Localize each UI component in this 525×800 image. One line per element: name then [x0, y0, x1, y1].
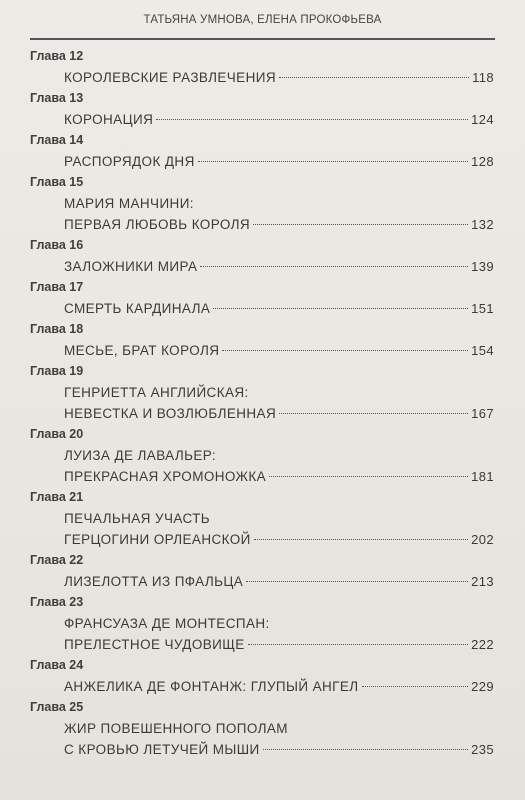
chapter-title: ЖИР ПОВЕШЕННОГО ПОПОЛАМ [64, 721, 288, 736]
page-number: 124 [471, 112, 494, 127]
chapter-title: ПЕРВАЯ ЛЮБОВЬ КОРОЛЯ [64, 217, 250, 232]
chapter-title: ЛУИЗА ДЕ ЛАВАЛЬЕР: [64, 448, 217, 463]
chapter-title-line [24, 340, 494, 361]
page-number: 132 [471, 217, 494, 232]
dot-leader [279, 77, 469, 78]
chapter-title: ЗАЛОЖНИКИ МИРА [64, 259, 198, 274]
chapter-title: КОРОНАЦИЯ [64, 112, 154, 127]
chapter-title: МЕСЬЕ, БРАТ КОРОЛЯ [64, 343, 220, 358]
toc-entry [24, 277, 494, 319]
toc-entry [24, 130, 494, 172]
chapter-label: Глава 25 [30, 700, 84, 714]
chapter-title-line [24, 508, 494, 529]
chapter-title-line [24, 193, 494, 214]
chapter-title-line [24, 445, 494, 466]
chapter-title-line [24, 214, 494, 235]
chapter-label: Глава 22 [30, 553, 84, 567]
toc-entry [24, 487, 494, 550]
dot-leader [254, 539, 468, 540]
dot-leader [156, 119, 468, 120]
page-number: 181 [471, 469, 494, 484]
dot-leader [200, 266, 468, 267]
dot-leader [213, 308, 468, 309]
chapter-label: Глава 13 [30, 91, 84, 105]
toc-entry [24, 592, 494, 655]
toc-entry [24, 46, 494, 88]
chapter-title: ПРЕЛЕСТНОЕ ЧУДОВИЩЕ [64, 637, 245, 652]
chapter-label: Глава 17 [30, 280, 84, 294]
chapter-title: ПРЕКРАСНАЯ ХРОМОНОЖКА [64, 469, 267, 484]
toc-entry [24, 235, 494, 277]
chapter-title: ГЕНРИЕТТА АНГЛИЙСКАЯ: [64, 385, 249, 400]
chapter-title-line [24, 403, 494, 424]
page-number: 167 [471, 406, 494, 421]
page-number: 128 [471, 154, 494, 169]
toc-entry [24, 361, 494, 424]
toc-entry [24, 697, 494, 760]
chapter-title-line [24, 718, 494, 739]
page-number: 222 [471, 637, 494, 652]
chapter-label: Глава 14 [30, 133, 84, 147]
chapter-title-line [24, 613, 494, 634]
chapter-label: Глава 19 [30, 364, 84, 378]
page-number: 213 [471, 574, 494, 589]
toc-entry [24, 550, 494, 592]
chapter-title-line [24, 151, 494, 172]
chapter-title: ЛИЗЕЛОТТА ИЗ ПФАЛЬЦА [64, 574, 244, 589]
chapter-title-line [24, 109, 494, 130]
chapter-title-line [24, 634, 494, 655]
toc-entry [24, 172, 494, 235]
toc-entry [24, 319, 494, 361]
chapter-title-line [24, 571, 494, 592]
chapter-title: МАРИЯ МАНЧИНИ: [64, 196, 194, 211]
chapter-label: Глава 12 [30, 49, 84, 63]
dot-leader [222, 350, 468, 351]
chapter-title: С КРОВЬЮ ЛЕТУЧЕЙ МЫШИ [64, 742, 260, 757]
chapter-title-line [24, 298, 494, 319]
chapter-title: РАСПОРЯДОК ДНЯ [64, 154, 195, 169]
header-rule [30, 38, 495, 40]
chapter-title: СМЕРТЬ КАРДИНАЛА [64, 301, 211, 316]
dot-leader [269, 476, 468, 477]
chapter-title-line [24, 466, 494, 487]
toc-entry [24, 88, 494, 130]
table-of-contents [24, 46, 494, 760]
chapter-title-line [24, 529, 494, 550]
chapter-title-line [24, 676, 494, 697]
chapter-label: Глава 15 [30, 175, 84, 189]
chapter-title-line [24, 67, 494, 88]
dot-leader [246, 581, 468, 582]
chapter-label: Глава 24 [30, 658, 84, 672]
chapter-label: Глава 23 [30, 595, 84, 609]
dot-leader [248, 644, 468, 645]
chapter-label: Глава 21 [30, 490, 84, 504]
page-number: 202 [471, 532, 494, 547]
page-number: 151 [471, 301, 494, 316]
chapter-title: ПЕЧАЛЬНАЯ УЧАСТЬ [64, 511, 211, 526]
page-number: 118 [472, 70, 494, 85]
chapter-label: Глава 20 [30, 427, 84, 441]
chapter-title-line [24, 382, 494, 403]
page-number: 229 [471, 679, 494, 694]
chapter-title-line [24, 739, 494, 760]
chapter-title: НЕВЕСТКА И ВОЗЛЮБЛЕННАЯ [64, 406, 277, 421]
toc-entry [24, 424, 494, 487]
dot-leader [198, 161, 468, 162]
dot-leader [253, 224, 468, 225]
chapter-title: АНЖЕЛИКА ДЕ ФОНТАНЖ: ГЛУПЫЙ АНГЕЛ [64, 679, 359, 694]
page-number: 139 [471, 259, 494, 274]
page-number: 235 [471, 742, 494, 757]
running-head: ТАТЬЯНА УМНОВА, ЕЛЕНА ПРОКОФЬЕВА [143, 14, 382, 26]
chapter-title-line [24, 256, 494, 277]
chapter-title: ГЕРЦОГИНИ ОРЛЕАНСКОЙ [64, 532, 251, 547]
chapter-label: Глава 18 [30, 322, 84, 336]
dot-leader [362, 686, 469, 687]
chapter-title: КОРОЛЕВСКИЕ РАЗВЛЕЧЕНИЯ [64, 70, 276, 85]
toc-entry [24, 655, 494, 697]
dot-leader [279, 413, 468, 414]
dot-leader [263, 749, 468, 750]
page-number: 154 [471, 343, 494, 358]
chapter-label: Глава 16 [30, 238, 84, 252]
chapter-title: ФРАНСУАЗА ДЕ МОНТЕСПАН: [64, 616, 270, 631]
